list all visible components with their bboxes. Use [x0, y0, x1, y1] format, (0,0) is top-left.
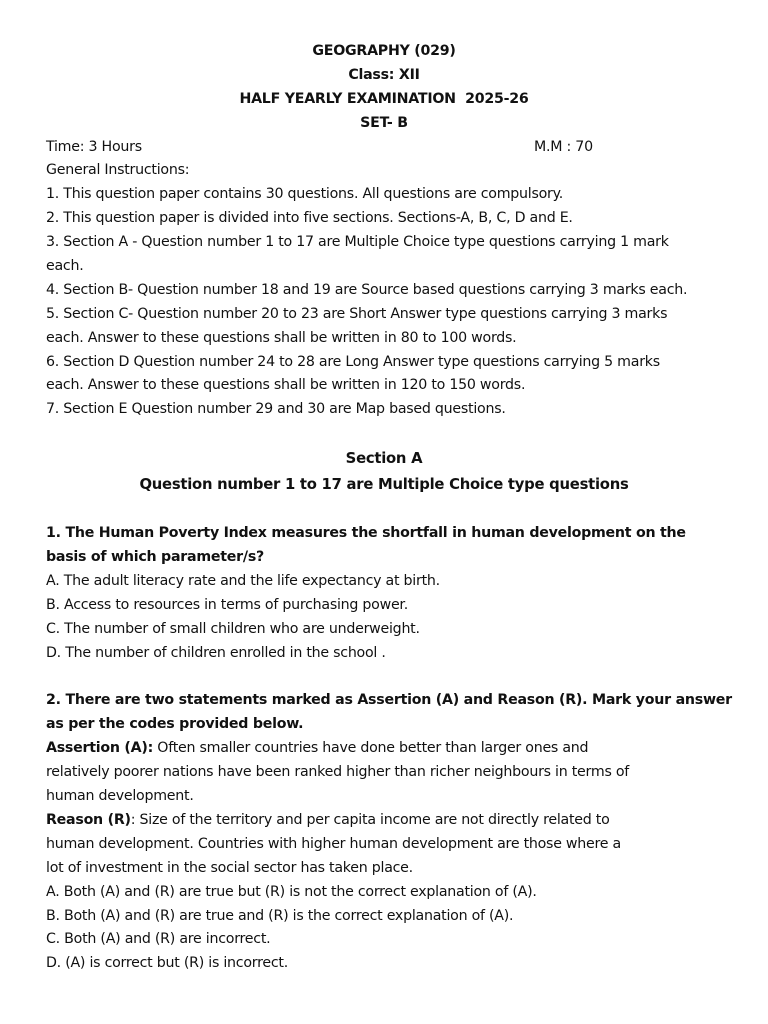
instruction-line: 1. This question paper contains 30 questions. All questions are compulsory. [46, 186, 563, 203]
reason-text: lot of investment in the social sector has taken place. [46, 859, 413, 876]
assertion-text: relatively poorer nations have been ranked higher than richer neighbours in terms of [46, 764, 630, 781]
question-2-stem: as per the codes provided below. [46, 716, 304, 733]
assertion-line [46, 737, 726, 761]
question-paper [46, 40, 732, 976]
question-2-stem: 2. There are two statements marked as Assertion (A) and Reason (R). Mark your answer [46, 692, 732, 709]
set-label: SET- B [360, 114, 408, 131]
time-marks-row [46, 136, 726, 160]
reason-line [46, 809, 726, 833]
section-a-title: Section A [345, 450, 423, 468]
exam-title: HALF YEARLY EXAMINATION 2025-26 [239, 90, 529, 107]
instructions-heading: General Instructions: [46, 162, 190, 179]
assertion-text: human development. [46, 788, 194, 805]
instruction-line: 2. This question paper is divided into five sections. Sections-A, B, C, D and E. [46, 210, 573, 227]
instruction-line: 6. Section D Question number 24 to 28 are Long Answer type questions carrying 5 marks [46, 353, 660, 370]
question-1-option-c: C. The number of small children who are underweight. [46, 620, 420, 637]
instruction-line: each. [46, 258, 84, 275]
question-2-option-d: D. (A) is correct but (R) is incorrect. [46, 955, 288, 972]
question-1-option-d: D. The number of children enrolled in the school . [46, 644, 386, 661]
instruction-line: 5. Section C- Question number 20 to 23 are Short Answer type questions carrying 3 marks [46, 305, 668, 322]
class-label: Class: XII [348, 66, 420, 83]
question-1-stem: 1. The Human Poverty Index measures the shortfall in human development on the [46, 525, 686, 542]
assertion-text: Often smaller countries have done better than larger ones and [153, 740, 589, 757]
section-a-subtitle: Question number 1 to 17 are Multiple Choice type questions [139, 476, 629, 494]
question-1-option-a: A. The adult literacy rate and the life expectancy at birth. [46, 573, 440, 590]
reason-label: Reason (R) [46, 811, 131, 828]
question-2-option-a: A. Both (A) and (R) are true but (R) is not the correct explanation of (A). [46, 883, 537, 900]
instruction-line: 4. Section B- Question number 18 and 19 are Source based questions carrying 3 marks each. [46, 281, 688, 298]
subject-title: GEOGRAPHY (029) [312, 43, 456, 59]
question-2-option-c: C. Both (A) and (R) are incorrect. [46, 931, 271, 948]
instruction-line: each. Answer to these questions shall be written in 120 to 150 words. [46, 377, 526, 394]
question-1-option-b: B. Access to resources in terms of purchasing power. [46, 596, 408, 613]
question-2-option-b: B. Both (A) and (R) are true and (R) is the correct explanation of (A). [46, 907, 514, 924]
time-label: Time: 3 Hours [46, 138, 142, 155]
max-marks-label: M.M : 70 [534, 138, 593, 155]
reason-text: : Size of the territory and per capita income are not directly related to [130, 811, 610, 828]
question-1-stem: basis of which parameter/s? [46, 549, 265, 566]
instruction-line: 7. Section E Question number 29 and 30 are Map based questions. [46, 401, 506, 418]
assertion-label: Assertion (A): [46, 740, 154, 757]
reason-text: human development. Countries with higher human development are those where a [46, 835, 621, 852]
instruction-line: each. Answer to these questions shall be written in 80 to 100 words. [46, 329, 517, 346]
instruction-line: 3. Section A - Question number 1 to 17 are Multiple Choice type questions carrying 1 mark [46, 234, 669, 251]
